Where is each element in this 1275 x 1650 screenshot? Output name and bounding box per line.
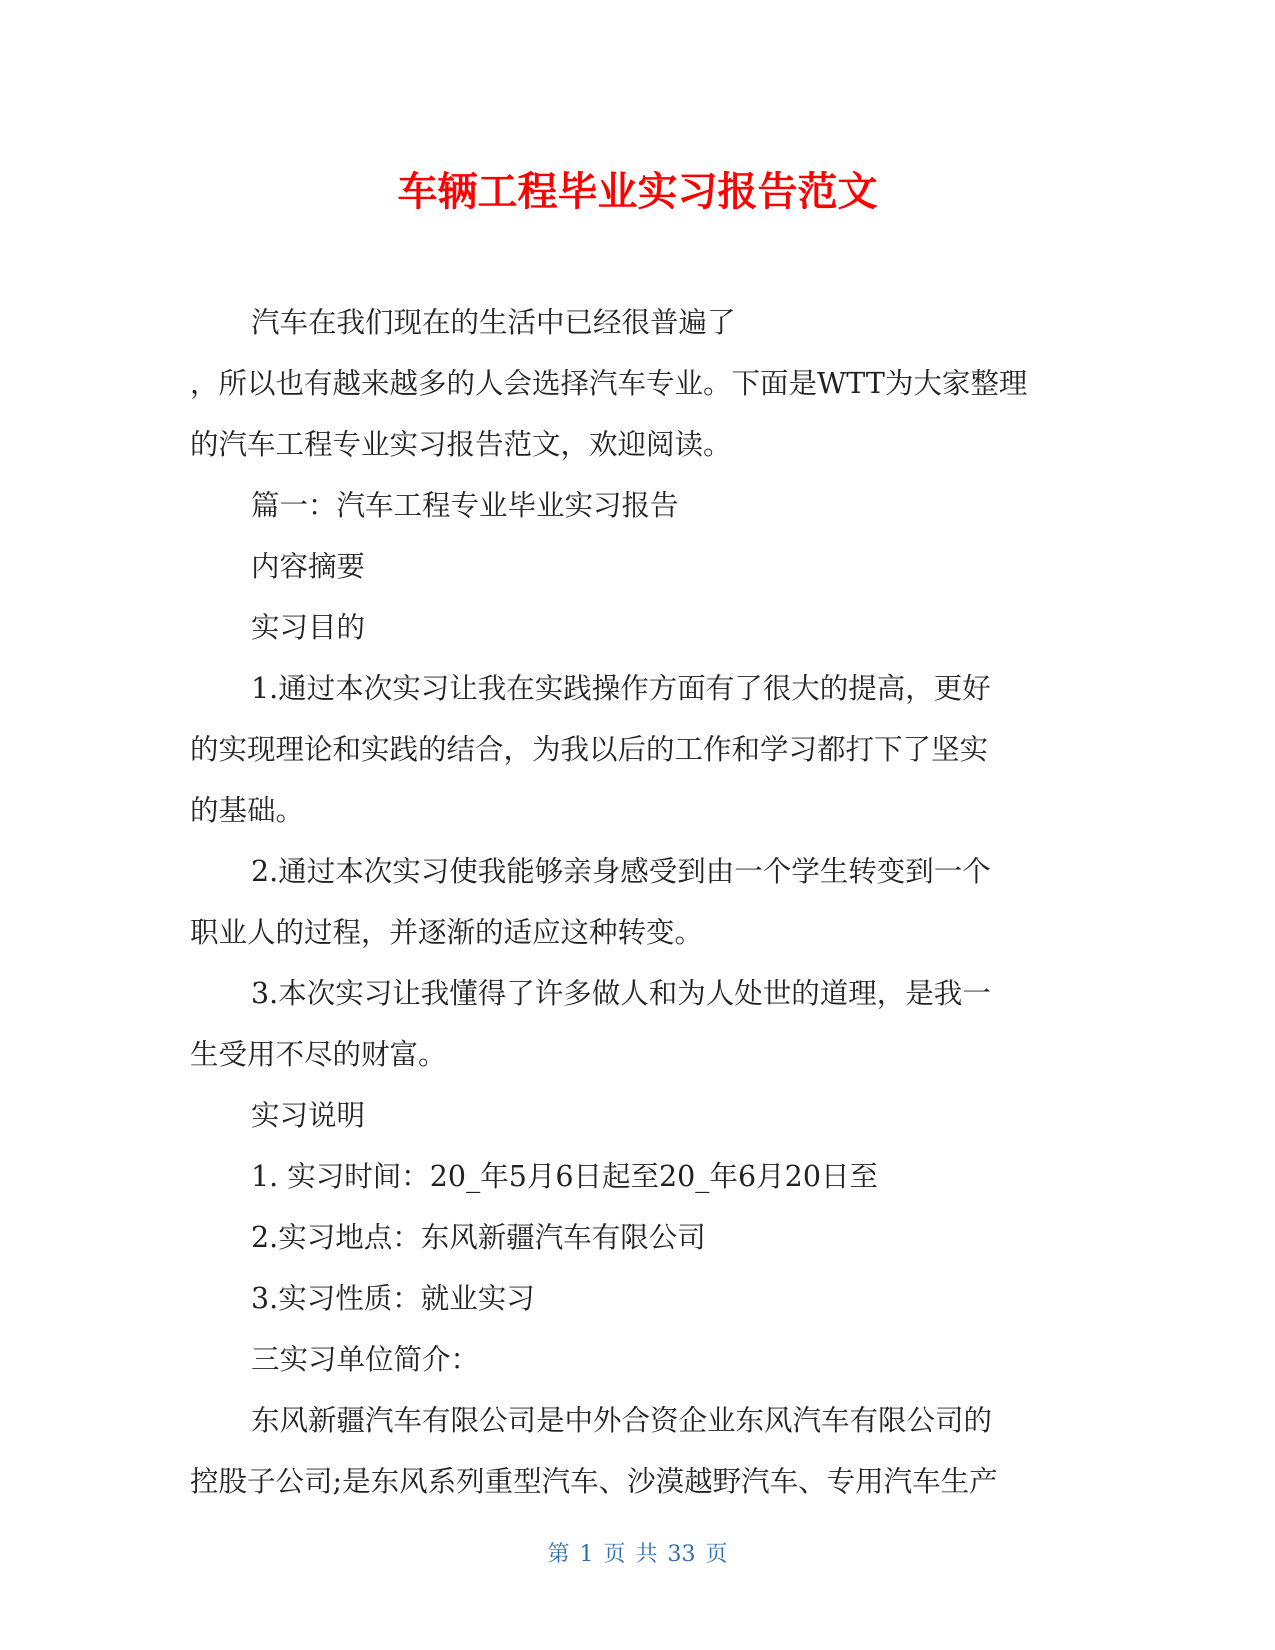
paragraph-line: 2.实习地点：东风新疆汽车有限公司 [251,1221,706,1254]
paragraph-line: 汽车在我们现在的生活中已经很普遍了 [251,306,736,339]
paragraph-line: 1.通过本次实习让我在实践操作方面有了很大的提高，更好 [251,672,991,705]
paragraph-line: 篇一：汽车工程专业毕业实习报告 [251,489,679,522]
document-body [190,292,1085,1512]
document-title: 车辆工程毕业实习报告范文 [397,169,878,215]
paragraph-line: 3.本次实习让我懂得了许多做人和为人处世的道理，是我一 [251,977,991,1010]
paragraph-line: 职业人的过程，并逐渐的适应这种转变。 [190,916,704,949]
paragraph-line: 的汽车工程专业实习报告范文，欢迎阅读。 [190,428,732,461]
paragraph-line: 的基础。 [190,794,305,827]
footer-total-suffix: 页 [705,1542,728,1567]
paragraph-line: 实习目的 [251,611,366,644]
paragraph-line: 2.通过本次实习使我能够亲身感受到由一个学生转变到一个 [251,855,991,888]
paragraph-line: 实习说明 [251,1099,366,1132]
footer-page-prefix: 第 [547,1542,570,1567]
page-footer [0,1540,1275,1570]
paragraph-line: 内容摘要 [251,550,366,583]
paragraph-line: 东风新疆汽车有限公司是中外合资企业东风汽车有限公司的 [251,1404,993,1437]
footer-total-pages: 33 [667,1542,696,1567]
paragraph-line: ，所以也有越来越多的人会选择汽车专业。下面是WTT为大家整理 [190,367,1028,400]
paragraph-line: 的实现理论和实践的结合，为我以后的工作和学习都打下了坚实 [190,733,989,766]
footer-page-middle: 页 [603,1542,626,1567]
paragraph-line: 控股子公司;是东风系列重型汽车、沙漠越野汽车、专用汽车生产 [190,1465,998,1498]
footer-page-number: 1 [579,1542,594,1567]
paragraph-line: 三实习单位简介： [251,1343,480,1376]
footer-total-prefix: 共 [635,1542,658,1567]
paragraph-line: 生受用不尽的财富。 [190,1038,447,1071]
paragraph-line: 3.实习性质：就业实习 [251,1282,535,1315]
paragraph-line: 1. 实习时间：20_年5月6日起至20_年6月20日至 [251,1160,878,1193]
